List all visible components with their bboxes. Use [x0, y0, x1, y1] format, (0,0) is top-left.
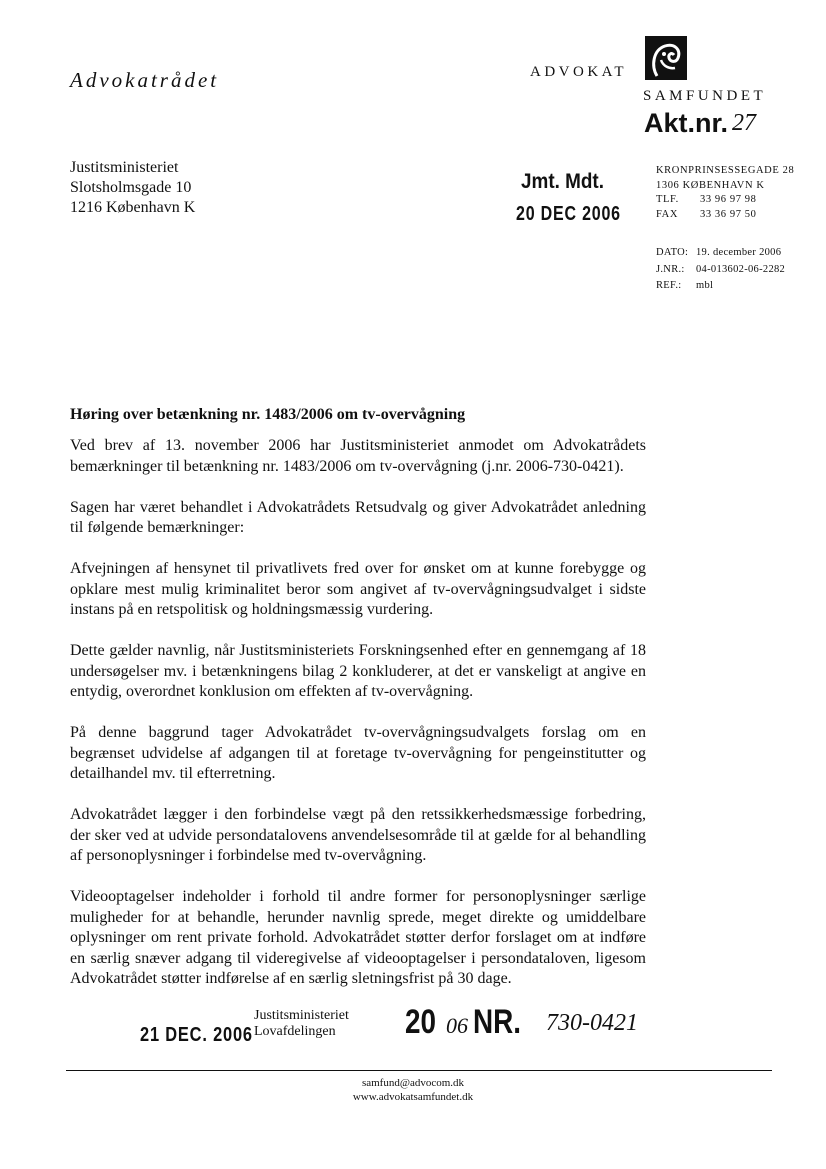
meta-jnr-label: J.NR.:: [656, 263, 685, 275]
meta-ref-label: REF.:: [656, 280, 682, 291]
meta-jnr-row: [656, 262, 785, 279]
body-paragraph: Dette gælder navnlig, når Justitsministeriets Forskningsenhed efter en gennemgang af 18 undersøgelser mv. i betænkningens bilag 2 konkluderer, at det er vanskeligt at angive en entydig, overordnet konklusion om effekten af tv-overvågning.: [70, 642, 646, 700]
registry-stamp-date: 21 DEC. 2006: [140, 1024, 253, 1046]
body-paragraph: Ved brev af 13. november 2006 har Justitsministeriet anmodet om Advokatrådets bemærkninger til betænkning nr. 1483/2006 om tv-overvågning (j.nr. 2006-730-0421).: [70, 437, 646, 475]
footer-email[interactable]: samfund@advocom.dk: [361, 1077, 465, 1089]
contact-street: KRONPRINSESSEGADE 28: [656, 165, 795, 176]
registry-stamp-department: [254, 1008, 349, 1040]
contact-fax-row: [656, 208, 794, 223]
meta-date-row: [656, 245, 785, 262]
contact-fax: 33 36 97 50: [700, 208, 757, 220]
recipient-line-1: Justitsministeriet: [70, 159, 179, 176]
letter-subject: Høring over betænkning nr. 1483/2006 om tv-overvågning: [70, 406, 466, 423]
body-paragraph: Sagen har været behandlet i Advokatrådets Retsudvalg og giver Advokatrådet anledning til følgende bemærkninger:: [70, 498, 646, 536]
sender-contact-block: [656, 164, 794, 222]
contact-phone: 33 96 97 98: [700, 194, 757, 205]
registry-nr-handwritten: 730-0421: [546, 1010, 638, 1036]
footer: [0, 1076, 826, 1104]
registry-nr-label: NR.: [473, 1003, 522, 1041]
body-paragraph: På denne baggrund tager Advokatrådet tv-overvågningsudvalgets forslag om en begrænset udvidelse af adgangen til at foretage tv-overvågning for pengeinstitutter og detailhandel mv. til efterretning.: [70, 724, 646, 782]
meta-ref-row: [656, 278, 785, 295]
registry-dept-line-1: Justitsministeriet: [254, 1008, 349, 1023]
registry-year-printed: 20: [405, 1003, 437, 1041]
contact-city: 1306 KØBENHAVN K: [656, 179, 765, 191]
recipient-address: [70, 158, 195, 218]
footer-divider: [66, 1070, 772, 1071]
sender-name: Advokatrådet: [70, 68, 220, 92]
meta-ref: mbl: [696, 280, 714, 291]
footer-website[interactable]: www.advokatsamfundet.dk: [352, 1091, 474, 1103]
letter-meta-block: [656, 245, 785, 295]
akt-nr-label: Akt.nr.: [644, 108, 729, 138]
logo-word-advokat: ADVOKAT: [530, 64, 627, 80]
registry-year-handwritten: 06: [446, 1013, 468, 1038]
body-paragraph: Advokatrådet lægger i den forbindelse vægt på den retssikkerhedsmæssige forbedring, der sker ved at udvide persondatalovens anvendelsesområde til at gælde for al behandling af personoplysninger i forbindelse med tv-overvågning.: [70, 806, 646, 864]
logo-emblem-icon: [645, 36, 687, 80]
contact-phone-row: [656, 193, 794, 208]
letter-body: [70, 436, 646, 1010]
contact-phone-label: TLF.: [656, 194, 679, 205]
received-stamp-date: 20 DEC 2006: [516, 203, 621, 225]
received-stamp-office: Jmt. Mdt.: [521, 170, 604, 193]
contact-fax-label: FAX: [656, 208, 679, 220]
meta-date: 19. december 2006: [696, 247, 782, 258]
body-paragraph: Afvejningen af hensynet til privatlivets fred over for ønsket om at kunne forebygge og opklare mest mulig kriminalitet beror som angivet af tv-overvågningsudvalget i sidste instans på en retspolitisk og holdningsmæssig vurdering.: [70, 560, 646, 618]
body-paragraph: Videooptagelser indeholder i forhold til andre former for personoplysninger særlige muligheder for at behandle, herunder navnlig sprede, meget direkte og umiddelbare oplysninger om rent private forhold. Advokatrådet støtter derfor forslaget om at indføre en særlig snæver adgang til videregivelse af videooptagelser i persondataloven, ligesom Advokatrådet støtter indførelse af en særlig sletningsfrist på 30 dage.: [70, 888, 646, 987]
recipient-line-3: 1216 København K: [70, 199, 196, 216]
meta-jnr: 04-013602-06-2282: [696, 263, 786, 275]
registry-dept-line-2: Lovafdelingen: [254, 1024, 336, 1039]
recipient-line-2: Slotsholmsgade 10: [70, 179, 192, 196]
meta-date-label: DATO:: [656, 247, 689, 258]
logo-word-samfundet: SAMFUNDET: [643, 88, 767, 104]
akt-nr-handwritten: 27: [732, 110, 756, 136]
